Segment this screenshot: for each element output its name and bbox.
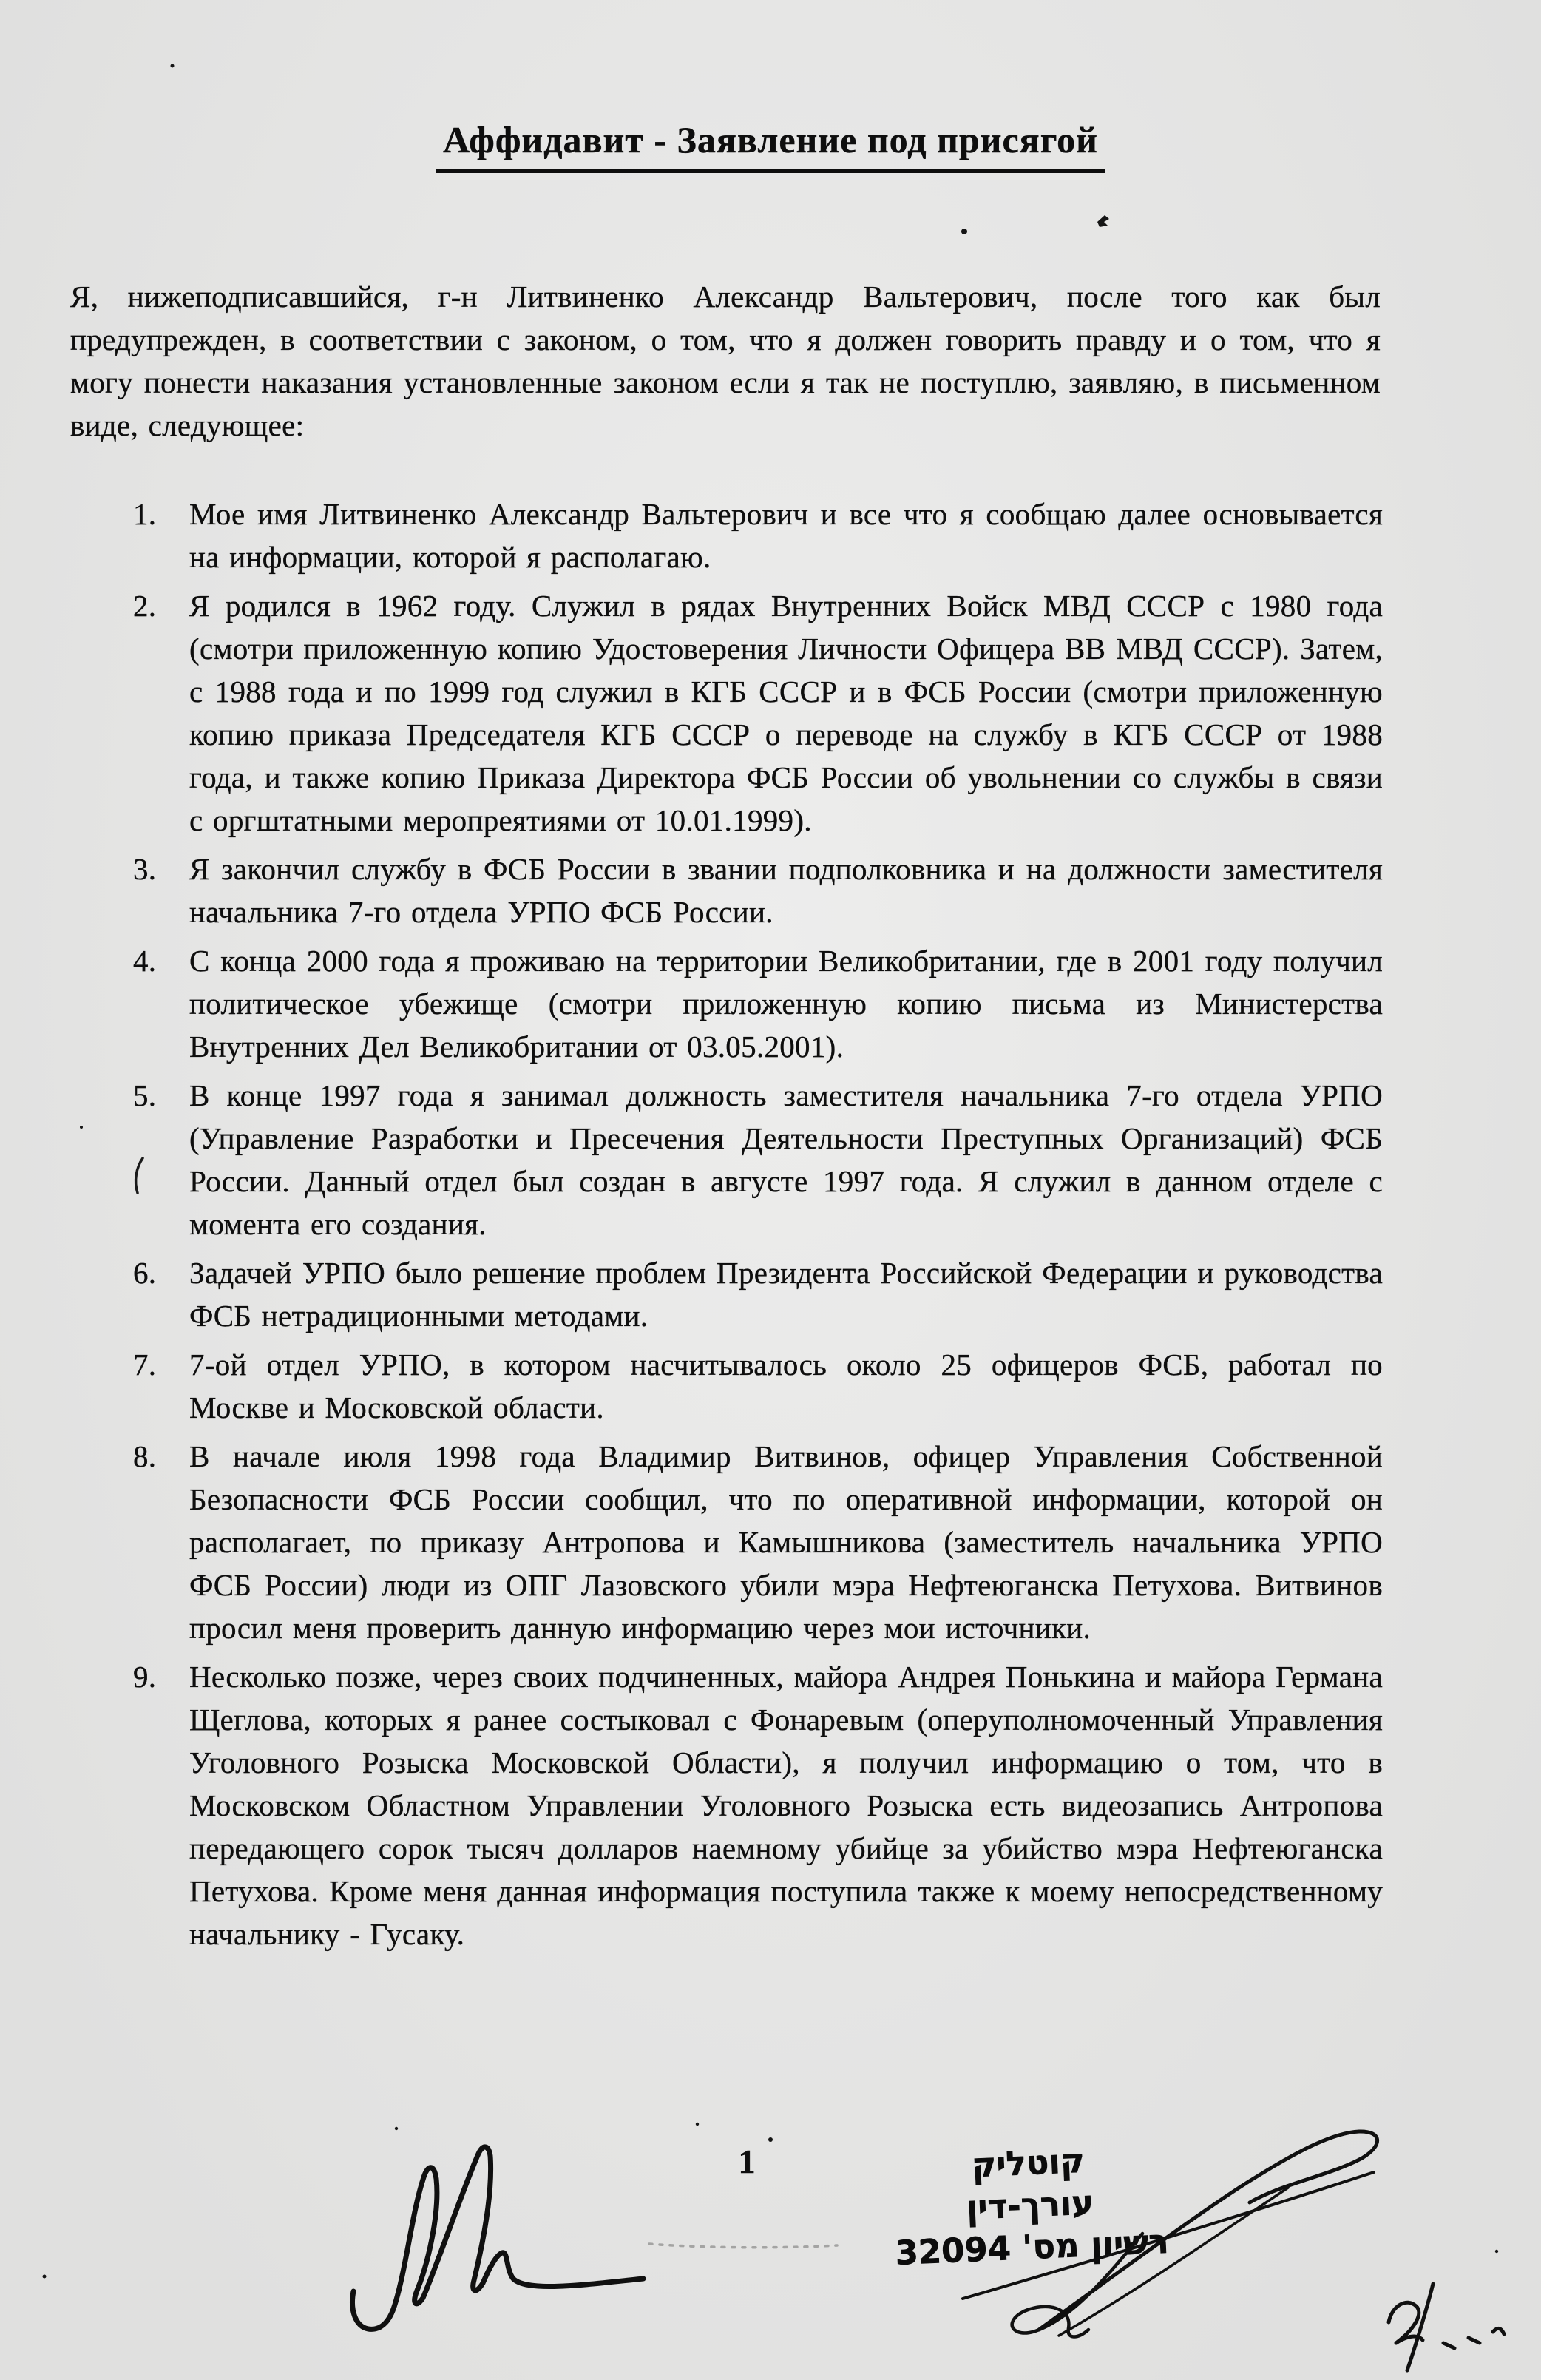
list-item xyxy=(133,584,1383,842)
document-title xyxy=(0,118,1541,173)
item-text: С конца 2000 года я проживаю на территории Великобритании, где в 2001 году получил политическое убежище (смотри приложенную копию письма из Министерства Внутренних Дел Великобритании от 03.05.2001). xyxy=(189,944,1383,1064)
item-text: Я родился в 1962 году. Служил в рядах Внутренних Войск МВД СССР с 1980 года (смотри приложенную копию Удостоверения Личности Офицера ВВ МВД СССР). Затем, с 1988 года и по 1999 год служил в КГБ СССР и в ФСБ России (смотри приложенную копию приказа Председателя КГБ СССР о переводе на службу в КГБ СССР от 1988 года, и также копию Приказа Директора ФСБ России об увольнении со службы в связи с оргштатными меропреятиями от 10.01.1999). xyxy=(189,589,1383,837)
item-number: 9. xyxy=(133,1660,157,1694)
item-number: 5. xyxy=(133,1078,157,1112)
list-item xyxy=(133,1435,1383,1649)
item-text: Несколько позже, через своих подчиненных, майора Андрея Понькина и майора Германа Щеглова, которых я ранее состыковал с Фонаревым (оперуполномоченный Управления Уголовного Розыска Московской Области), я получил информацию о том, что в Московском Областном Управлении Уголовного Розыска есть видеозапись Антропова передающего сорок тысяч долларов наемному убийце за убийство мэра Нефтеюганска Петухова. Кроме меня данная информация поступила также к моему непосредственному начальнику - Гусаку. xyxy=(189,1660,1383,1951)
deponent-signature xyxy=(353,2147,643,2329)
item-number: 6. xyxy=(133,1256,157,1290)
list-item xyxy=(133,1074,1383,1245)
list-item xyxy=(133,1655,1383,1955)
notary-stamp xyxy=(883,2136,1176,2275)
intro-paragraph: Я, нижеподписавшийся, г-н Литвиненко Александр Вальтерович, после того как был предупрежден, в соответствии с законом, о том, что я должен говорить правду и о том, что я могу понести наказания установленные законом если я так не поступлю, заявляю, в письменном виде, следующее: xyxy=(70,280,1381,442)
item-text: 7-ой отдел УРПО, в котором насчитывалось около 25 офицеров ФСБ, работал по Москве и Московской области. xyxy=(189,1348,1383,1424)
list-item xyxy=(133,493,1383,578)
item-text: Я закончил службу в ФСБ России в звании подполковника и на должности заместителя начальника 7-го отдела УРПО ФСБ России. xyxy=(189,852,1383,929)
item-text: Задачей УРПО было решение проблем Президента Российской Федерации и руководства ФСБ нетрадиционными методами. xyxy=(189,1256,1383,1333)
item-text: В конце 1997 года я занимал должность заместителя начальника 7-го отдела УРПО (Управление Разработки и Пресечения Деятельности Преступных Организаций) ФСБ России. Данный отдел был создан в августе 1997 года. Я служил в данном отделе с момента его создания. xyxy=(189,1078,1383,1241)
list-item xyxy=(133,1343,1383,1429)
item-text: В начале июля 1998 года Владимир Витвинов, офицер Управления Собственной Безопасности ФСБ России сообщил, что по оперативной информации, которой он располагает, по приказу Антропова и Камышникова (заместитель начальника УРПО ФСБ России) люди из ОПГ Лазовского убили мэра Нефтеюганска Петухова. Витвинов просил меня проверить данную информацию через мои источники. xyxy=(189,1439,1383,1645)
document-title-text: Аффидавит - Заявление под присягой xyxy=(436,118,1105,173)
item-number: 8. xyxy=(133,1439,157,1473)
item-number: 3. xyxy=(133,852,157,886)
numbered-statements-list xyxy=(133,493,1383,1961)
list-item xyxy=(133,1251,1383,1337)
stamp-license-line: רשיון מס' 32094 xyxy=(894,2221,1170,2273)
list-item xyxy=(133,848,1383,933)
item-number: 1. xyxy=(133,497,157,531)
list-item xyxy=(133,939,1383,1068)
item-number: 4. xyxy=(133,944,157,978)
item-number: 2. xyxy=(133,589,157,623)
stamp-title-line: עורך-דין xyxy=(965,2183,1095,2228)
item-text: Мое имя Литвиненко Александр Вальтерович и все что я сообщаю далее основывается на информации, которой я располагаю. xyxy=(189,497,1383,574)
faint-scan-smear xyxy=(649,2244,837,2248)
item-number: 7. xyxy=(133,1348,157,1382)
handwritten-page-note xyxy=(1389,2284,1504,2370)
stamp-name-line: קוטליק xyxy=(971,2140,1086,2185)
page-number: 1 xyxy=(738,2143,756,2180)
